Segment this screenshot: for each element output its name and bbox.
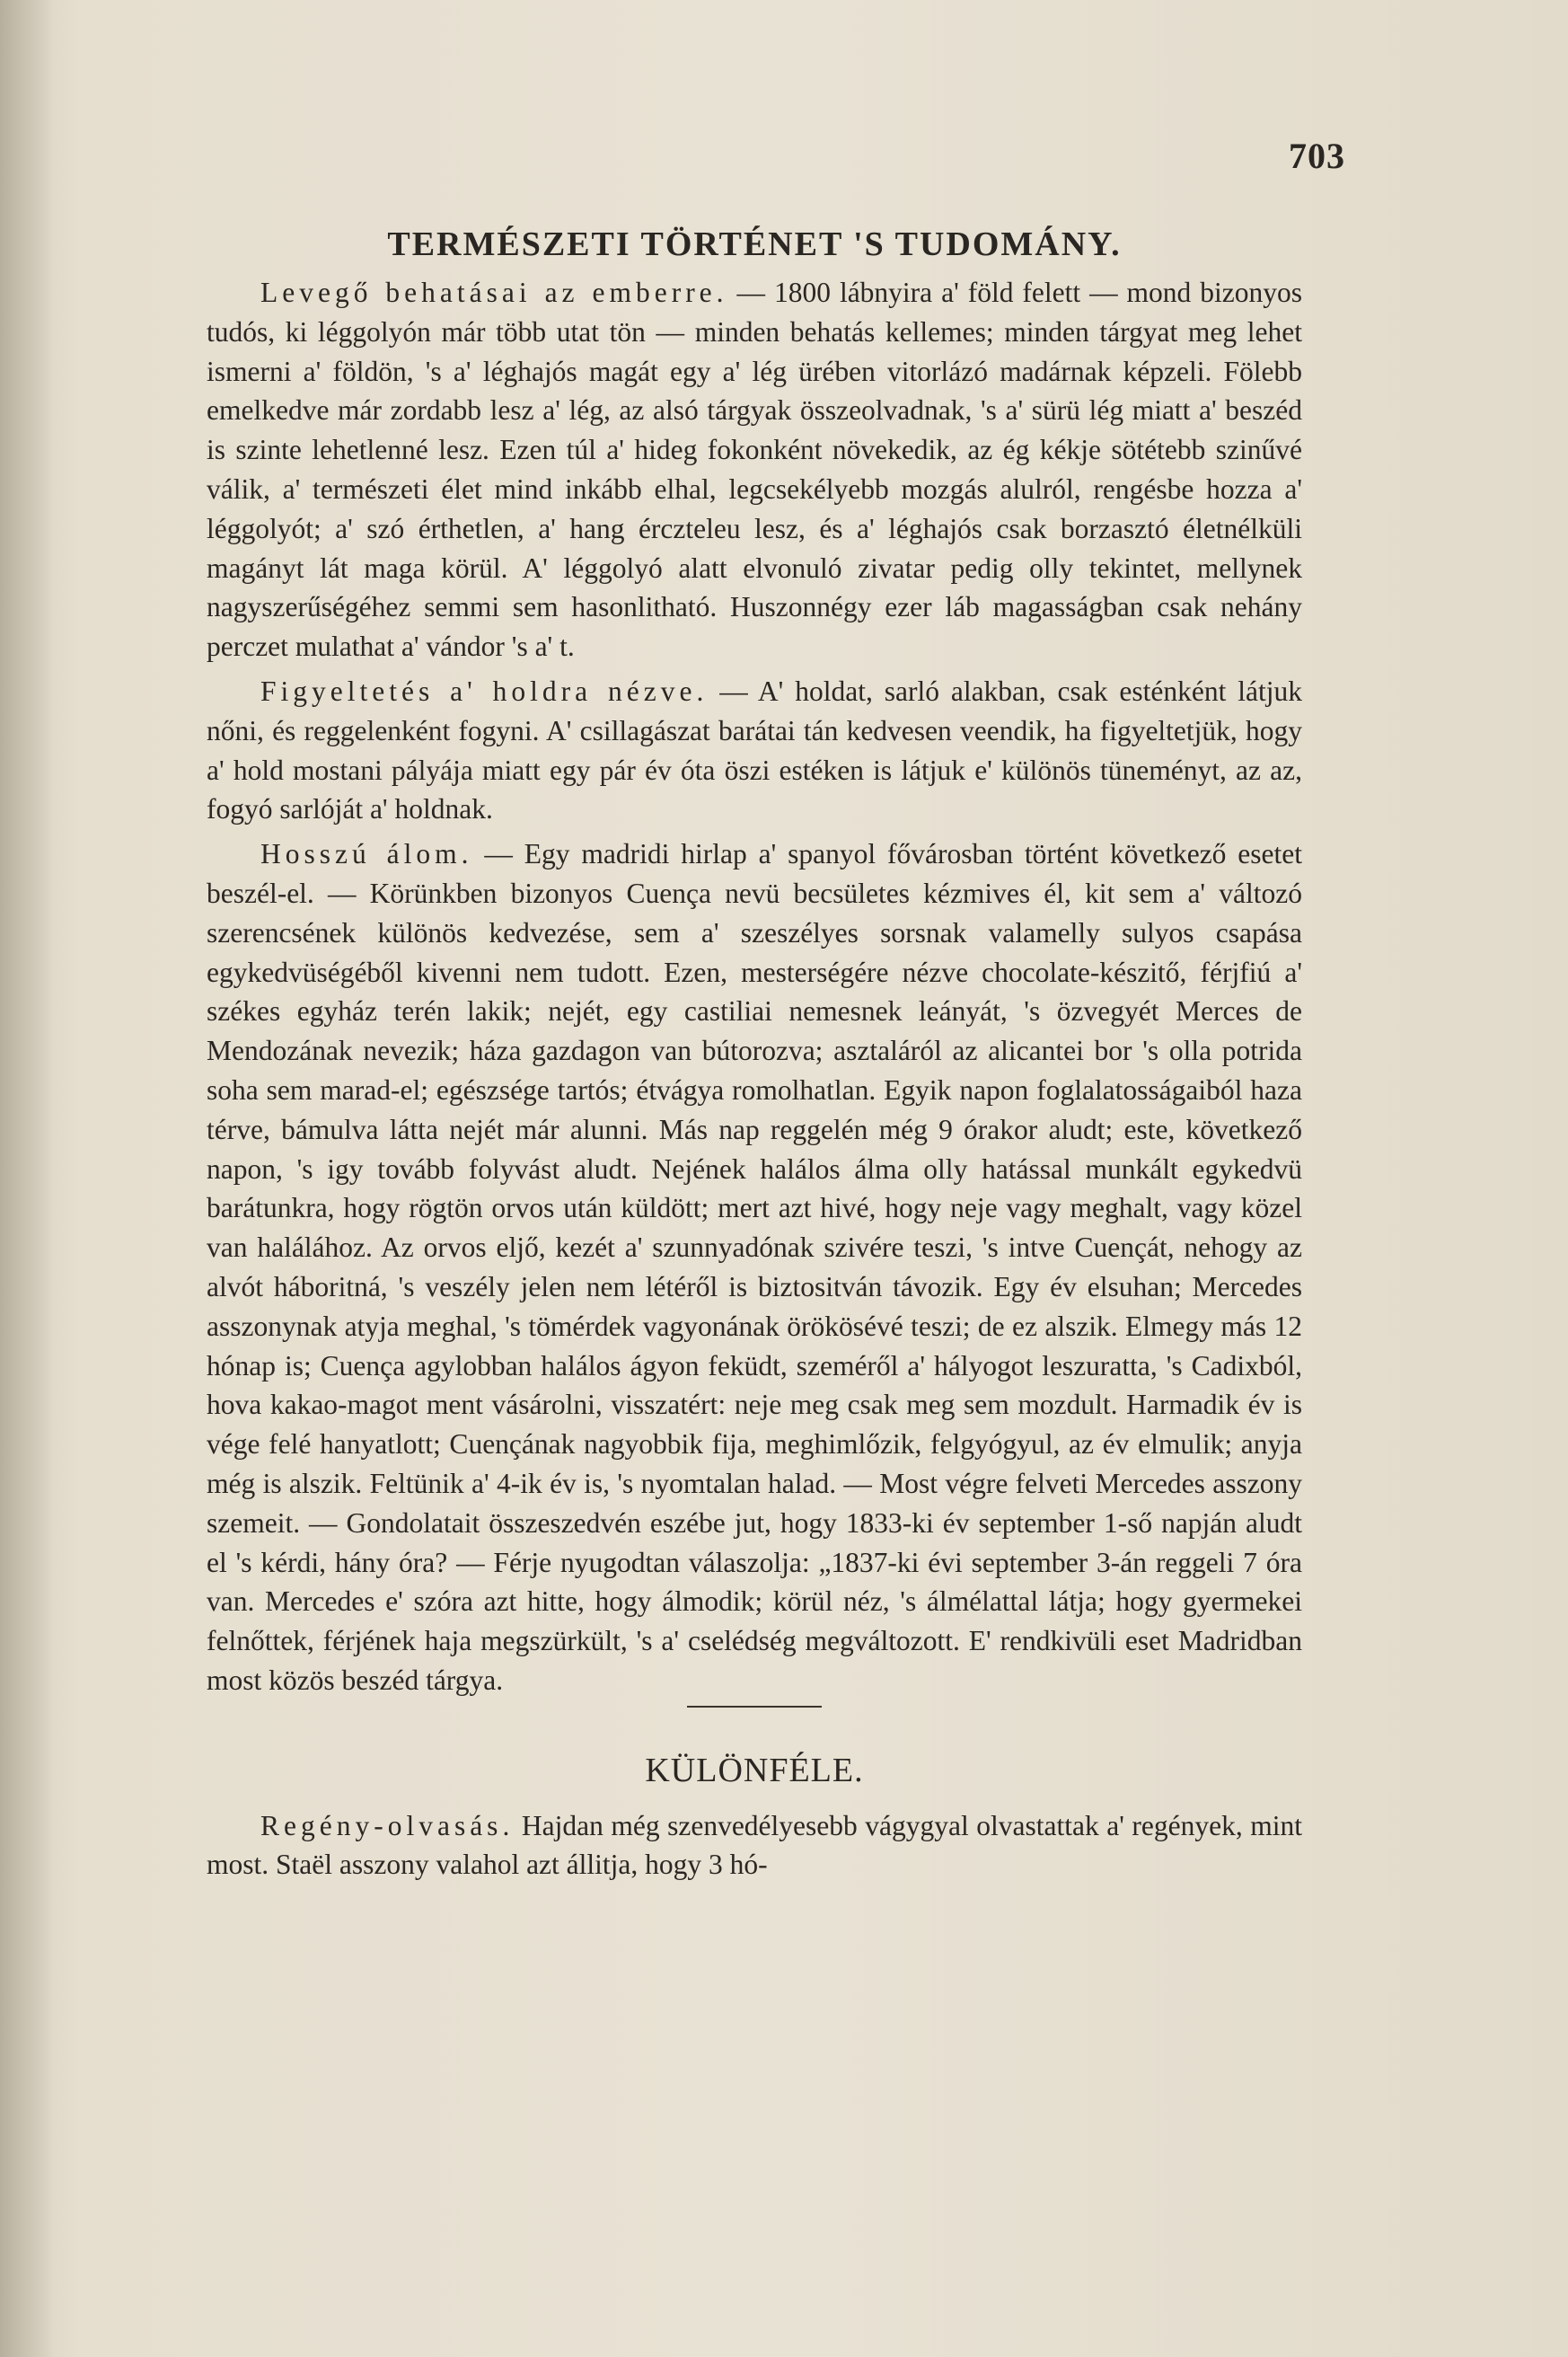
binding-shadow <box>0 0 54 2357</box>
article-paragraph <box>207 273 1302 666</box>
section-title-miscellany: KÜLÖNFÉLE. <box>645 1751 864 1789</box>
page-number: 703 <box>1289 136 1345 176</box>
section-title-natural-history: TERMÉSZETI TÖRTÉNET 'S TUDOMÁNY. <box>387 225 1122 263</box>
article-paragraph <box>207 1806 1302 1885</box>
page-content <box>207 135 1345 1890</box>
article-body: — Egy madridi hirlap a' spanyol fővárosban történt következő esetet beszél-el. — Körünkben bizonyos Cuença nevü becsületes kézmives él, kit sem a' változó szerencsének különös kedvezése, sem a' szeszélyes sorsnak valamelly sulyos csapása egykedvüségéből kivenni nem tudott. Ezen, mesterségére nézve chocolate-készitő, férjfiú a' székes egyház terén lakik; nejét, egy castiliai nemesnek leányát, 's özvegyét Merces de Mendozának nevezik; háza gazdagon van bútorozva; asztaláról az alicantei bor 's olla potrida soha sem marad-el; egészsége tartós; étvágya romolhatlan. Egyik napon foglalatosságaiból haza térve, bámulva látta nejét már alunni. Más nap reggelén még 9 órakor aludt; este, következő napon, 's igy tovább folyvást aludt. Nejének halálos álma olly hatással munkált egykedvü barátunkra, hogy rögtön orvos után küldött; mert azt hivé, hogy neje vagy meghalt, vagy közel van halálához. Az orvos eljő, kezét a' szunnyadónak szivére teszi, 's intve Cuençát, nehogy az alvót háboritná, 's veszély jelen nem létéről is biztositván távozik. Egy év elsuhan; Mercedes asszonynak atyja meghal, 's tömérdek vagyonának örökösévé teszi; de ez alszik. Elmegy más 12 hónap is; Cuença agylobban halálos ágyon feküdt, szeméről a' hályogot leszuratta, 's Cadixból, hova kakao-magot ment vásárolni, visszatért: neje meg csak meg sem mozdult. Harmadik év is vége felé hanyatlott; Cuençának nagyobbik fija, meghimlőzik, felgyógyul, az év elmulik; anyja még is alszik. Feltünik a' 4-ik év is, 's nyomtalan halad. — Most végre felveti Mercedes asszony szemeit. — Gondolatait összeszedvén eszébe jut, hogy 1833-ki év september 1-ső napján aludt el 's kérdi, hány óra? — Férje nyugodtan válaszolja: „1837-ki évi september 3-án reggeli 7 óra van. Mercedes e' szóra azt hitte, hogy álmodik; körül néz, 's álmélattal látja; hogy gyermekei felnőttek, férjének haja megszürkült, 's a' cselédség megváltozott. E' rendkivüli eset Madridban most közös beszéd tárgya. <box>207 838 1303 1696</box>
article-body: Hajdan még szenvedélyesebb vágygyal olvastattak a' regények, mint most. Staël asszony valahol azt állitja, hogy 3 hó- <box>207 1809 1303 1881</box>
article-lead: Levegő behatásai az emberre. <box>260 277 728 308</box>
article-lead: Hosszú álom. <box>260 838 473 870</box>
article-paragraph <box>207 834 1302 1700</box>
article-lead: Regény-olvasás. <box>260 1809 515 1841</box>
article-body: — A' holdat, sarló alakban, csak esténként látjuk nőni, és reggelenként fogyni. A' csillagászat barátai tán kedvesen veendik, ha figyeltetjük, hogy a' hold mostani pályája miatt egy pár év óta öszi estéken is látjuk e' különös tüneményt, az az, fogyó sarlóját a' holdnak. <box>207 675 1302 825</box>
article-lead: Figyeltetés a' holdra nézve. <box>260 675 709 707</box>
section-divider <box>687 1706 822 1708</box>
article-body: — 1800 lábnyira a' föld felett — mond bizonyos tudós, ki léggolyón már több utat tön — minden behatás kellemes; minden tárgyat meg lehet ismerni a' földön, 's a' léghajós magát egy a' lég ürében vitorlázó madárnak képzeli. Fölebb emelkedve már zordabb lesz a' lég, az alsó tárgyak összeolvadnak, 's a' sürü lég miatt a' beszéd is szinte lehetlenné lesz. Ezen túl a' hideg fokonként növekedik, az ég kékje sötétebb szinűvé válik, a' természeti élet mind inkább elhal, legcsekélyebb mozgás alulról, rengésbe hozza a' léggolyót; a' szó érthetlen, a' hang érczteleu lesz, és a' léghajós csak borzasztó életnélküli magányt lát maga körül. A' léggolyó alatt elvonuló zivatar pedig olly tekintet, mellynek nagyszerűségéhez semmi sem hasonlitható. Huszonnégy ezer láb magasságban csak nehány perczet mulathat a' vándor 's a' t. <box>207 277 1303 663</box>
article-paragraph <box>207 672 1302 829</box>
